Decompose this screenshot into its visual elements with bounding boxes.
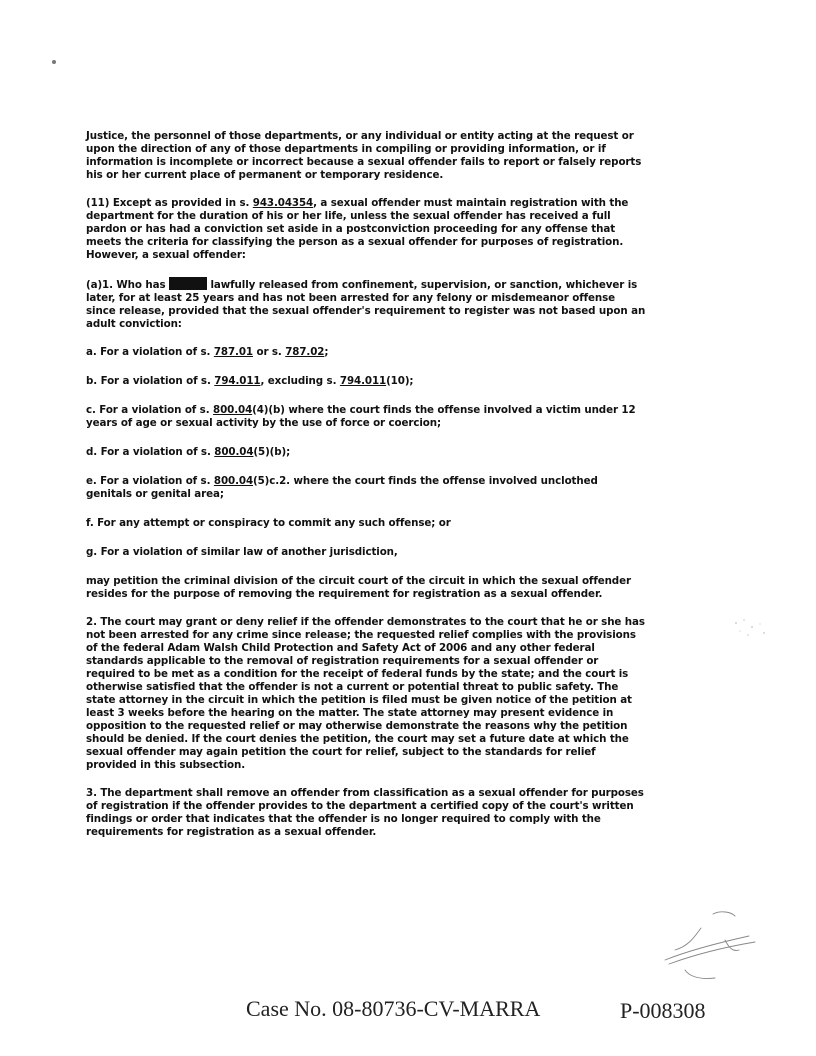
scan-noise: [730, 615, 770, 645]
paragraph-a1: (a)1. Who has lawfully released from confinement, supervision, or sanction, whichever is later, for at least 25 years and has not been arrested for any felony or misdemeanor offense since release, provided that the sexual offender's requirement to register was not based upon an adult conviction:: [86, 279, 646, 330]
list-item-b: b. For a violation of s. 794.011, excluding s. 794.011(10);: [86, 375, 414, 387]
list-item-e: e. For a violation of s. 800.04(5)c.2. where the court finds the offense involved unclothed genitals or genital area;: [86, 475, 598, 500]
paragraph-3: 3. The department shall remove an offender from classification as a sexual offender for purposes of registration if the offender provides to the department a certified copy of the court's written findings or order that indicates that the offender is no longer required to comply with the requirements for registration as a sexual offender.: [86, 787, 644, 838]
statute-link-800-04-d[interactable]: 800.04: [214, 446, 254, 458]
case-number: Case No. 08-80736-CV-MARRA: [246, 996, 541, 1021]
list-item-a: a. For a violation of s. 787.01 or s. 787.02;: [86, 346, 329, 358]
paragraph-petition: may petition the criminal division of the circuit court of the circuit in which the sexual offender resides for the purpose of removing the requirement for registration as a sexual offender.: [86, 575, 631, 600]
statute-link-787-02[interactable]: 787.02: [285, 346, 325, 358]
list-item-g: g. For a violation of similar law of another jurisdiction,: [86, 546, 398, 558]
document-body: [86, 130, 646, 854]
handwritten-signature: [655, 900, 765, 990]
scan-speck: [52, 60, 56, 64]
list-item-f: f. For any attempt or conspiracy to commit any such offense; or: [86, 517, 451, 529]
paragraph-subsection-11: (11) Except as provided in s. 943.04354, a sexual offender must maintain registration with the department for the duration of his or her life, unless the sexual offender has received a full pardon or has had a conviction set aside in a postconviction proceeding for any offense that meets the criteria for classifying the person as a sexual offender for purposes of registration. However, a sexual offender:: [86, 197, 629, 261]
redaction-bar: [169, 277, 207, 290]
statute-link-800-04-c[interactable]: 800.04: [213, 404, 253, 416]
paragraph-2: 2. The court may grant or deny relief if the offender demonstrates to the court that he or she has not been arrested for any crime since release; the requested relief complies with the provisions of the federal Adam Walsh Child Protection and Safety Act of 2006 and any other federal standards applicable to the removal of registration requirements for a sexual offender or required to be met as a condition for the receipt of federal funds by the state; and the court is otherwise satisfied that the offender is not a current or potential threat to public safety. The state attorney in the circuit in which the petition is filed must be given notice of the petition at least 3 weeks before the hearing on the matter. The state attorney may present evidence in opposition to the requested relief or may otherwise demonstrate the reasons why the petition should be denied. If the court denies the petition, the court may set a future date at which the sexual offender may again petition the court for relief, subject to the standards for relief provided in this subsection.: [86, 616, 645, 771]
statute-link-794-011[interactable]: 794.011: [214, 375, 261, 387]
paragraph-continuation: Justice, the personnel of those departments, or any individual or entity acting at the request or upon the direction of any of those departments in compiling or providing information, or if information is incomplete or incorrect because a sexual offender fails to report or falsely reports his or her current place of permanent or temporary residence.: [86, 130, 642, 181]
statute-link-943-04354[interactable]: 943.04354: [252, 197, 314, 209]
statute-link-794-011-excluded[interactable]: 794.011: [339, 375, 387, 387]
list-item-c: c. For a violation of s. 800.04(4)(b) where the court finds the offense involved a victim under 12 years of age or sexual activity by the use of force or coercion;: [86, 404, 636, 429]
list-item-d: d. For a violation of s. 800.04(5)(b);: [86, 446, 291, 458]
page-id: P-008308: [620, 998, 706, 1023]
statute-link-787-01[interactable]: 787.01: [213, 346, 253, 358]
statute-link-800-04-e[interactable]: 800.04: [213, 475, 254, 487]
